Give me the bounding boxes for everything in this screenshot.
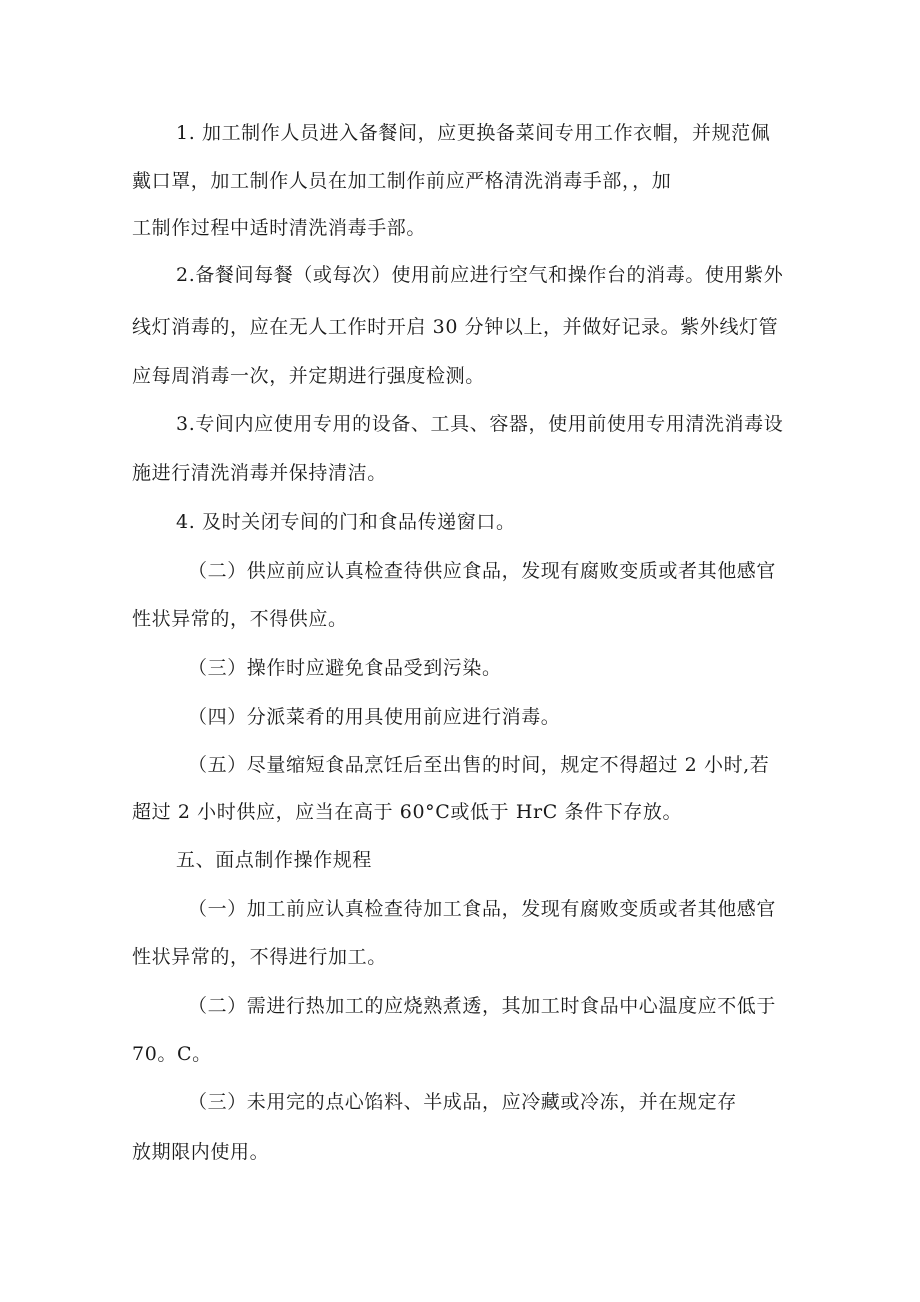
text-line: 应每周消毒一次，并定期进行强度检测。 <box>132 365 485 387</box>
text-line: 线灯消毒的，应在无人工作时开启 30 分钟以上，并做好记录。紫外线灯管 <box>132 316 779 338</box>
section-heading: 五、面点制作操作规程 <box>176 849 373 871</box>
text-line: 超过 2 小时供应，应当在高于 60°C或低于 HrC 条件下存放。 <box>132 801 683 823</box>
text-line: （三）操作时应避免食品受到污染。 <box>188 657 502 679</box>
text-line: 放期限内使用。 <box>132 1141 270 1163</box>
text-line: 性状异常的，不得进行加工。 <box>132 946 387 968</box>
text-line: 戴口罩，加工制作人员在加工制作前应严格清洗消毒手部，，加 <box>132 170 672 192</box>
text-line: （二）供应前应认真检查待供应食品，发现有腐败变质或者其他感官 <box>188 560 777 582</box>
text-line: （五）尽量缩短食品烹饪后至出售的时间，规定不得超过 2 小时,若 <box>188 754 770 776</box>
text-line: 4. 及时关闭专间的门和食品传递窗口。 <box>176 511 516 533</box>
text-line: （三）未用完的点心馅料、半成品，应冷藏或冷冻，并在规定存 <box>188 1091 737 1113</box>
text-line: （一）加工前应认真检查待加工食品，发现有腐败变质或者其他感官 <box>188 898 777 920</box>
text-line: 性状异常的，不得供应。 <box>132 608 348 630</box>
text-line: （四）分派菜肴的用具使用前应进行消毒。 <box>188 706 561 728</box>
text-line: 施进行清洗消毒并保持清洁。 <box>132 462 387 484</box>
text-line: 2.备餐间每餐（或每次）使用前应进行空气和操作台的消毒。使用紫外 <box>176 264 784 286</box>
text-line: 70。C。 <box>132 1043 212 1065</box>
text-line: 工制作过程中适时清洗消毒手部。 <box>132 217 427 239</box>
text-line: 3.专间内应使用专用的设备、工具、容器，使用前使用专用清洗消毒设 <box>176 413 784 435</box>
text-line: 1. 加工制作人员进入备餐间，应更换备菜间专用工作衣帽，并规范佩 <box>176 122 771 144</box>
text-line: （二）需进行热加工的应烧熟煮透，其加工时食品中心温度应不低于 <box>188 995 777 1017</box>
